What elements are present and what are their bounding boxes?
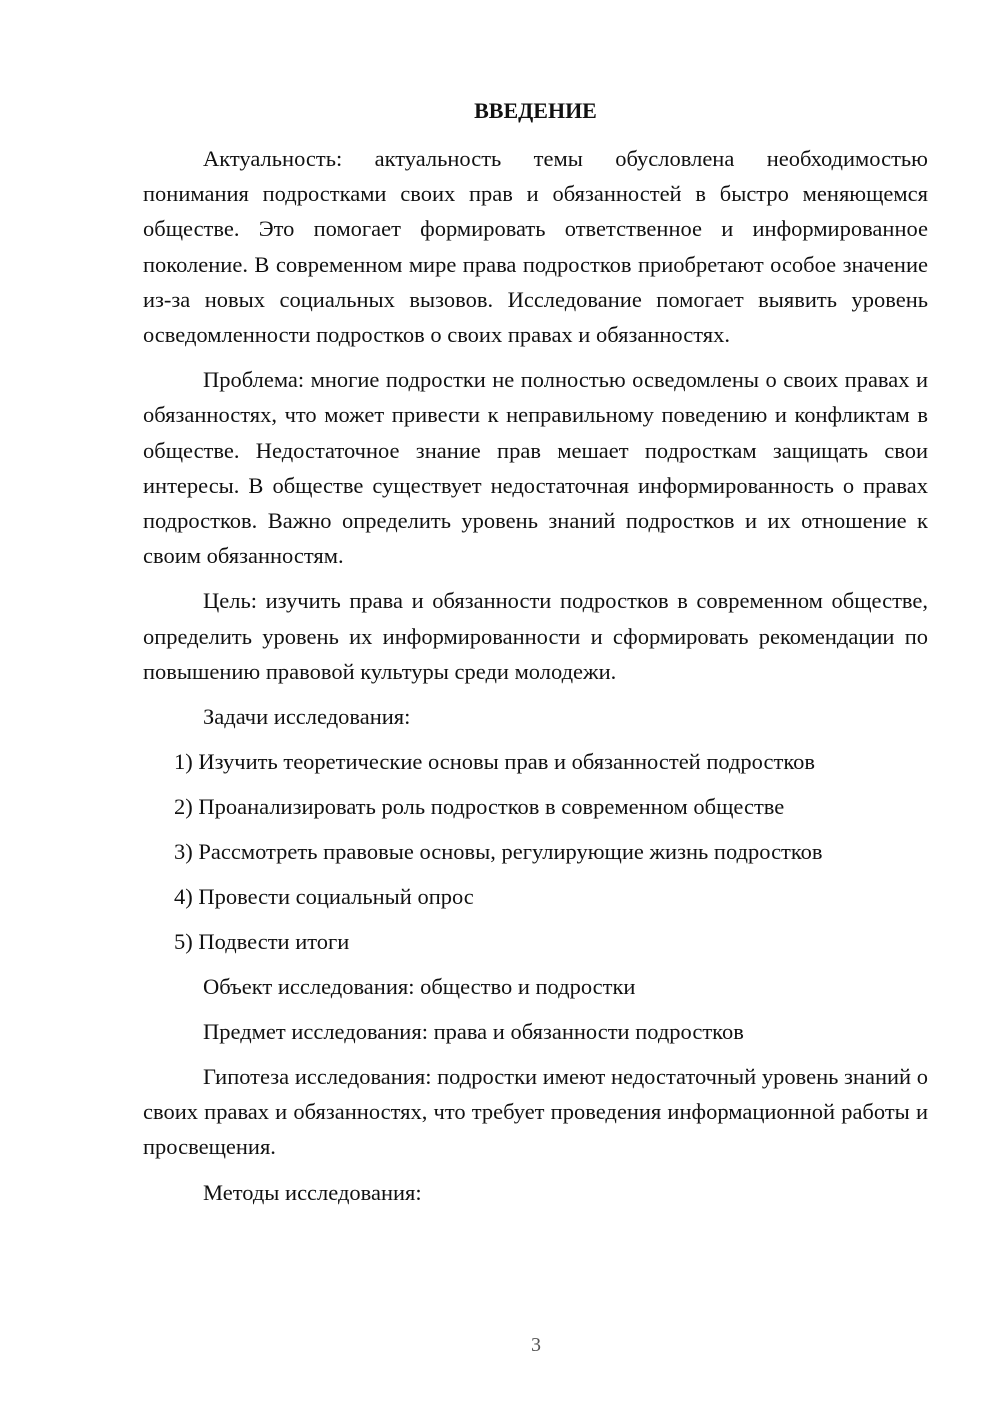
tasks-heading: Задачи исследования: xyxy=(203,704,411,730)
methods-heading: Методы исследования: xyxy=(203,1179,422,1205)
problem-paragraph: Проблема: многие подростки не полностью осведомлены о своих правах и обязанностях, что может привести к неправильному поведению и конфликтам в обществе. Недостаточное знание прав мешает подросткам защищать свои интересы. В обществе существует недостаточная информированность о правах подростков. Важно определить уровень знаний подростков и их отношение к своим обязанностям. xyxy=(143,367,928,569)
page-title: ВВЕДЕНИЕ xyxy=(474,98,597,123)
task-item: 5) Подвести итоги xyxy=(174,929,350,955)
page-content xyxy=(143,96,928,1220)
hypothesis-paragraph: Гипотеза исследования: подростки имеют недостаточный уровень знаний о своих правах и обязанностях, что требует проведения информационной работы и просвещения. xyxy=(143,1064,928,1160)
relevance-paragraph: Актуальность: актуальность темы обусловлена необходимостью понимания подростками своих прав и обязанностей в быстро меняющемся обществе. Это помогает формировать ответственное и информированное поколение. В современном мире права подростков приобретают особое значение из-за новых социальных вызовов. Исследование помогает выявить уровень осведомленности подростков о своих правах и обязанностях. xyxy=(143,146,928,348)
task-item: 3) Рассмотреть правовые основы, регулирующие жизнь подростков xyxy=(174,839,823,865)
task-item: 4) Провести социальный опрос xyxy=(174,884,474,910)
research-object: Объект исследования: общество и подростки xyxy=(203,974,636,1000)
tasks-list xyxy=(143,744,928,959)
task-item: 2) Проанализировать роль подростков в современном обществе xyxy=(174,794,785,820)
research-subject: Предмет исследования: права и обязанности подростков xyxy=(203,1019,744,1045)
page-number: 3 xyxy=(531,1334,541,1356)
goal-paragraph: Цель: изучить права и обязанности подростков в современном обществе, определить уровень их информированности и сформировать рекомендации по повышению правовой культуры среди молодежи. xyxy=(143,588,928,684)
task-item: 1) Изучить теоретические основы прав и обязанностей подростков xyxy=(174,749,815,775)
